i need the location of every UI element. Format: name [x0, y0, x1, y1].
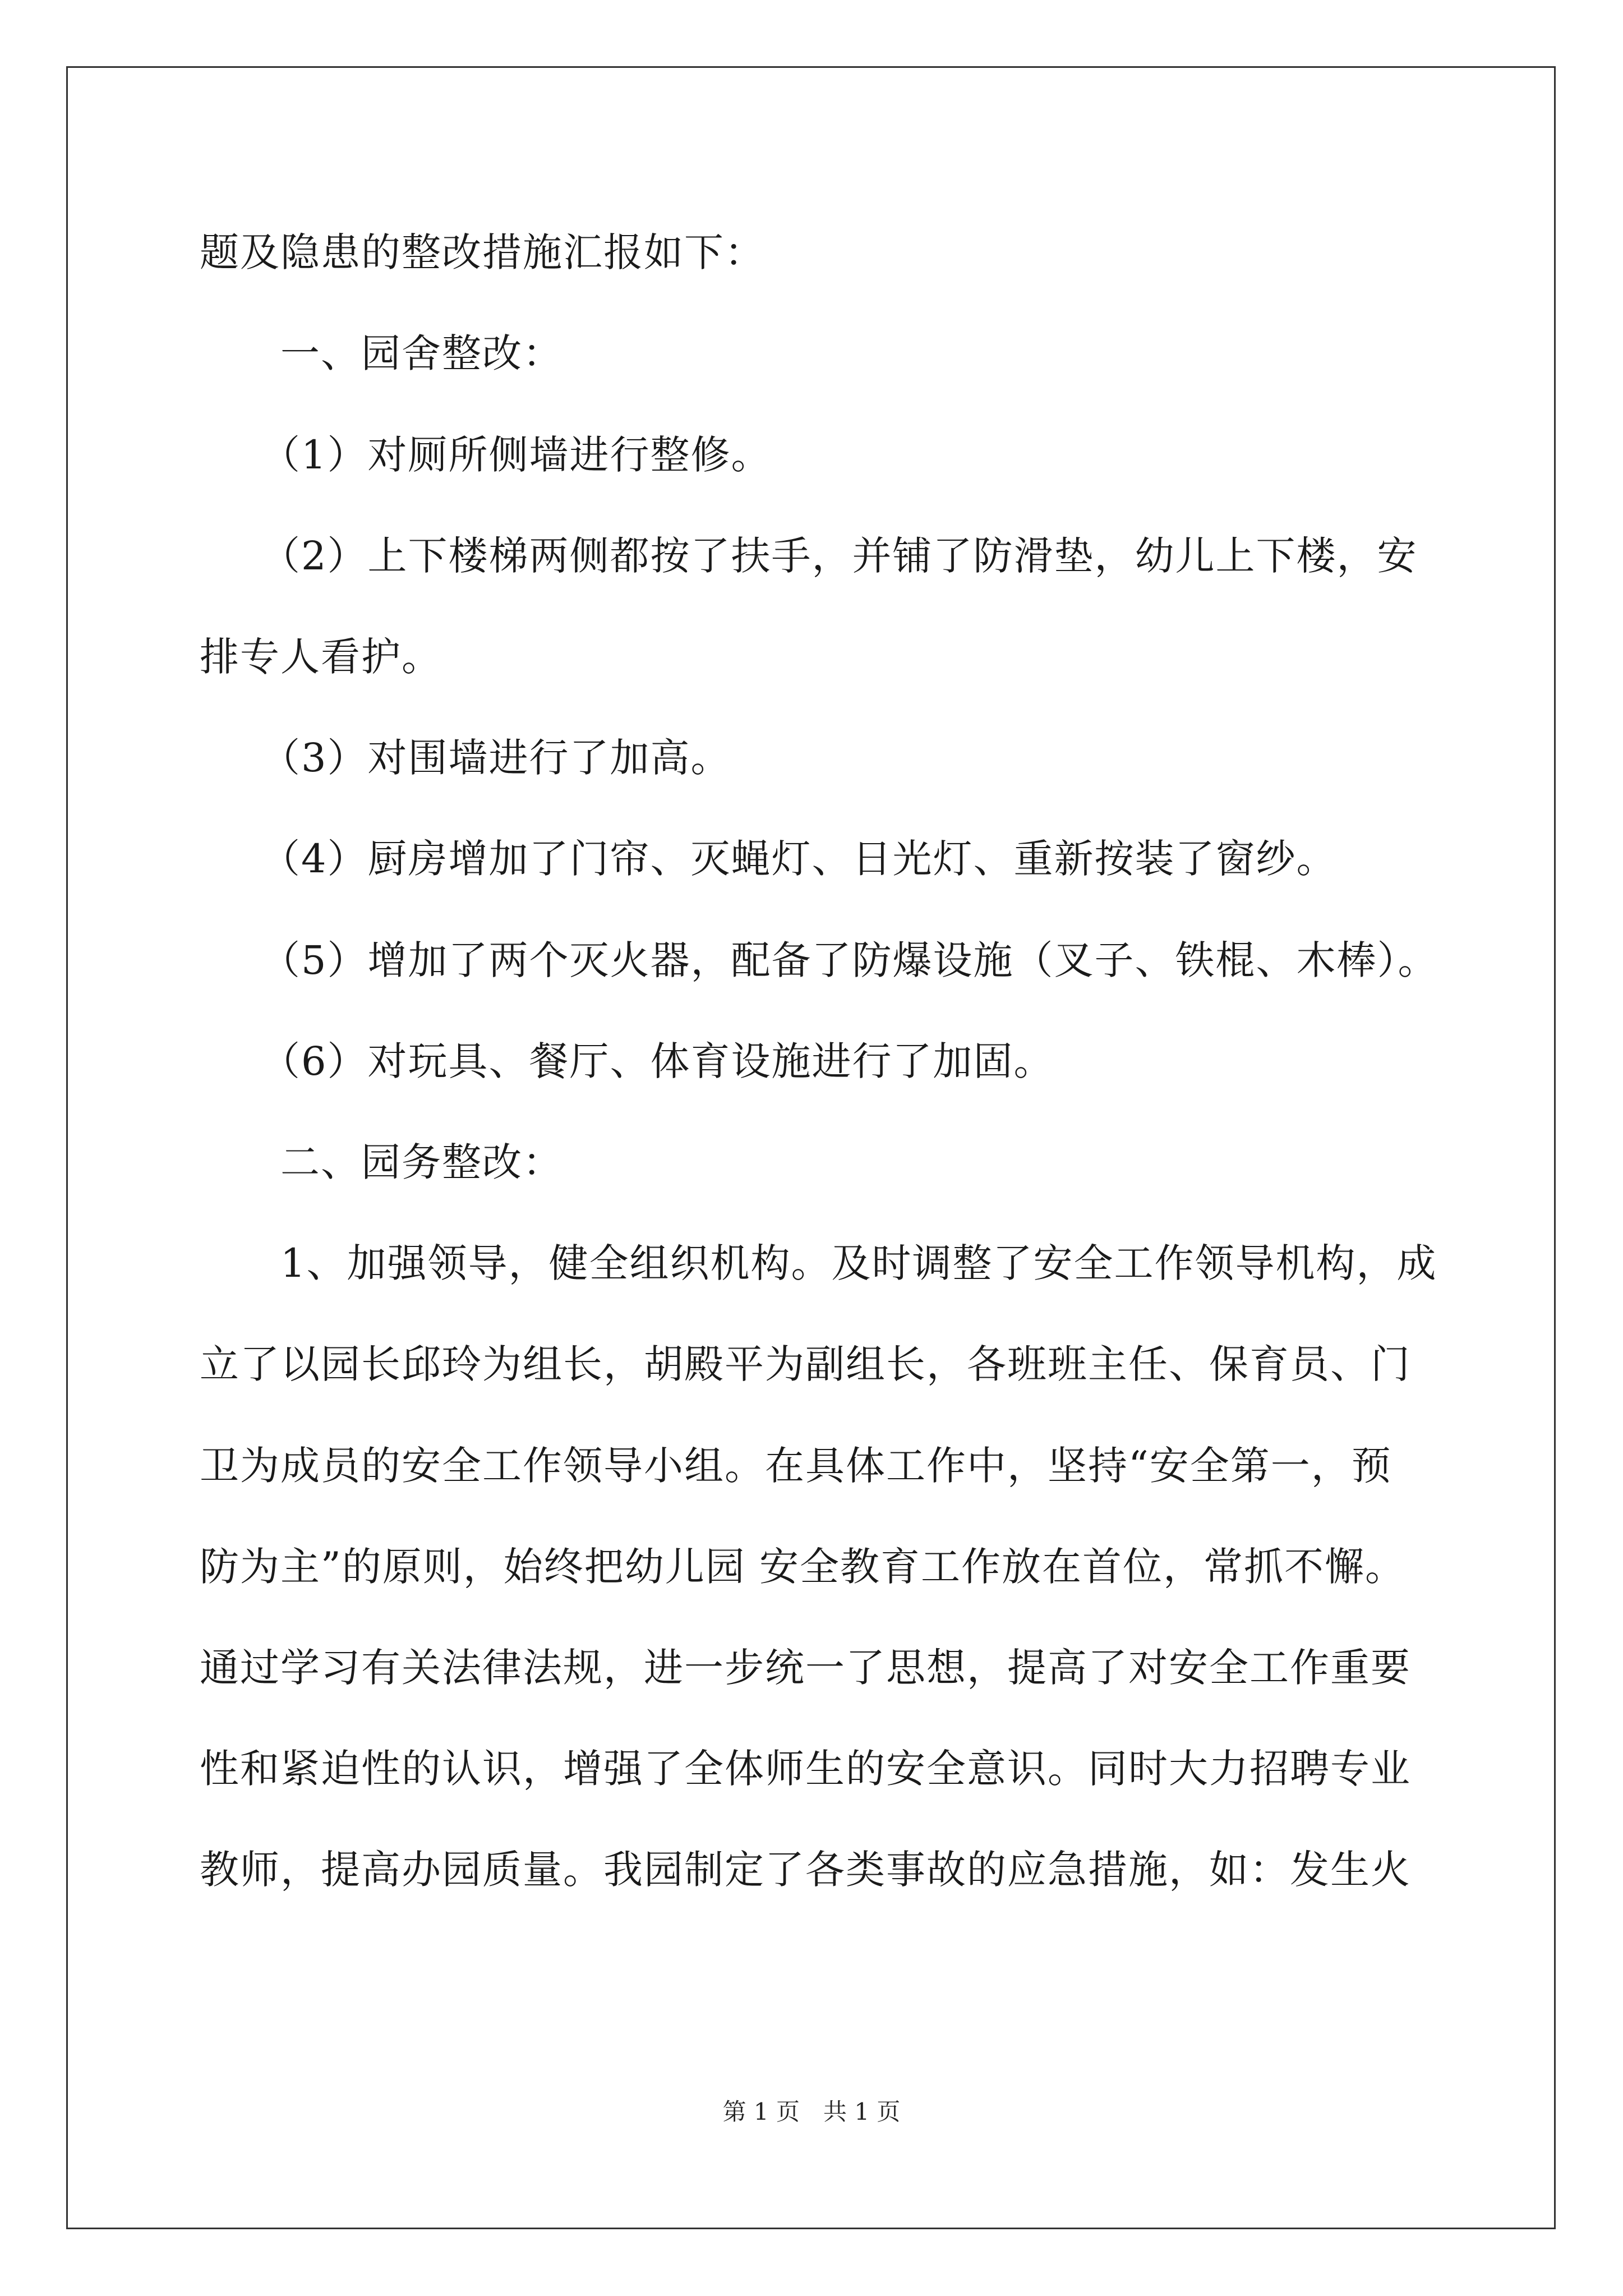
text-line: 性和紧迫性的认识，增强了全体师生的安全意识。同时大力招聘专业 [200, 1746, 1411, 1792]
text-line: 题及隐患的整改措施汇报如下： [200, 229, 765, 275]
text-line: 一、园舍整改： [200, 330, 563, 376]
text-line: 立了以园长邱玲为组长，胡殿平为副组长，各班班主任、保育员、门 [200, 1341, 1411, 1387]
text-line: （2）上下楼梯两侧都按了扶手，并铺了防滑垫，幼儿上下楼，安 [200, 533, 1418, 579]
text-line: 通过学习有关法律法规，进一步统一了思想，提高了对安全工作重要 [200, 1645, 1411, 1691]
text-line: 防为主”的原则，始终把幼儿园 安全教育工作放在首位，常抓不懈。 [200, 1544, 1406, 1590]
text-line: 二、园务整改： [200, 1139, 563, 1185]
page-footer: 第 1 页 共 1 页 [722, 2098, 901, 2125]
text-line: （3）对围墙进行了加高。 [200, 735, 731, 781]
text-line: （5）增加了两个灭火器，配备了防爆设施（叉子、铁棍、木棒）。 [200, 937, 1438, 983]
text-line: （1）对厕所侧墙进行整修。 [200, 432, 772, 478]
text-line: （6）对玩具、餐厅、体育设施进行了加固。 [200, 1038, 1054, 1084]
text-line: 卫为成员的安全工作领导小组。在具体工作中，坚持“安全第一，预 [200, 1443, 1392, 1489]
text-line: 1、加强领导，健全组织机构。及时调整了安全工作领导机构，成 [200, 1240, 1437, 1286]
text-line: 排专人看护。 [200, 634, 442, 680]
text-line: （4）厨房增加了门帘、灭蝇灯、日光灯、重新按装了窗纱。 [200, 836, 1337, 882]
text-line: 教师，提高办园质量。我园制定了各类事故的应急措施，如：发生火 [200, 1847, 1411, 1893]
